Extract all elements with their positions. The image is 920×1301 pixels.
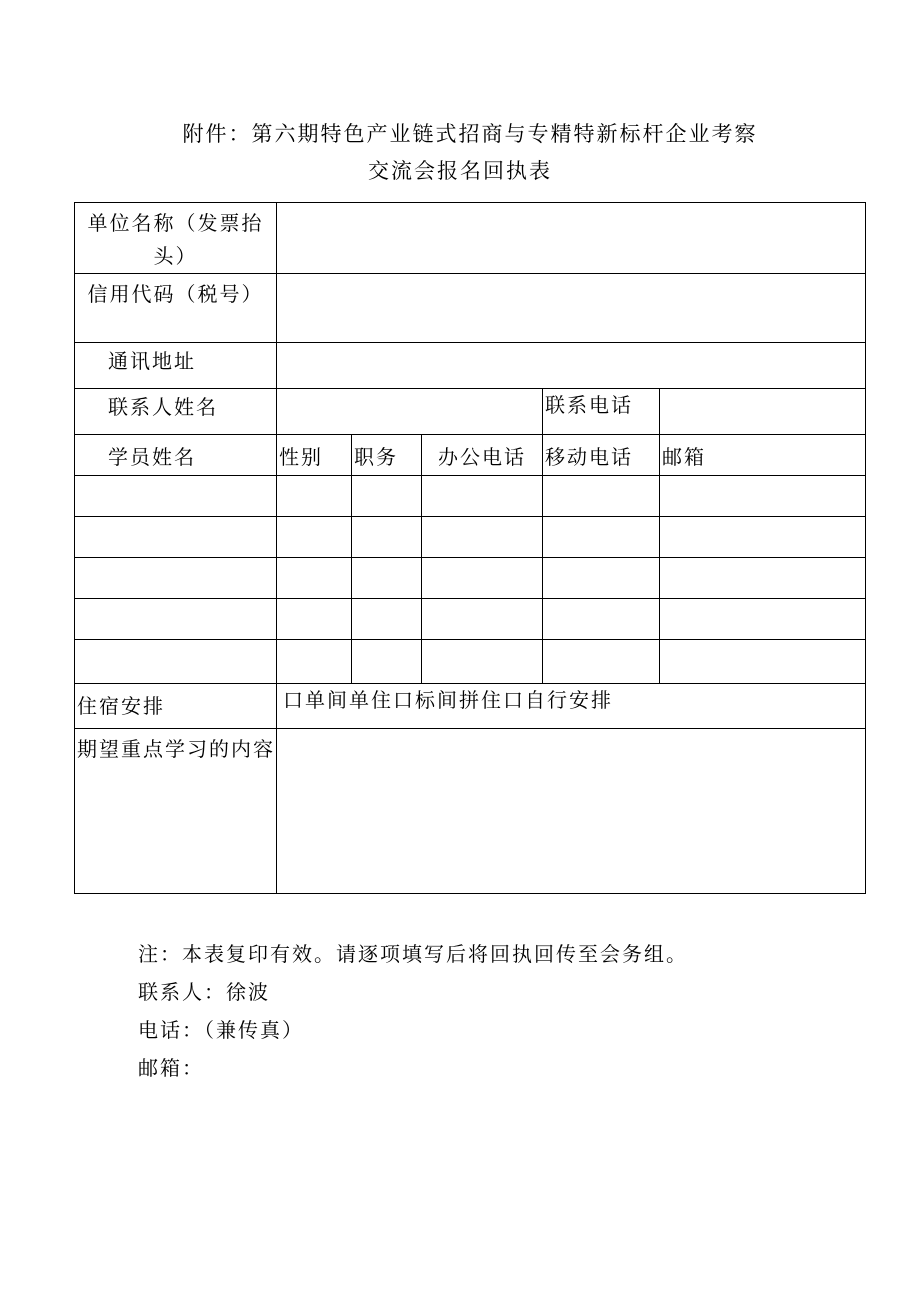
cell-email[interactable] [660, 476, 866, 517]
cell-gender[interactable] [277, 558, 352, 599]
trainee-row [75, 476, 866, 517]
cell-position[interactable] [352, 476, 422, 517]
address-field[interactable] [277, 343, 866, 389]
credit-code-row [75, 274, 866, 343]
cell-gender[interactable] [277, 640, 352, 684]
trainee-row [75, 640, 866, 684]
cell-trainee-name[interactable] [75, 640, 277, 684]
accommodation-label: 住宿安排 [75, 684, 277, 729]
trainee-row [75, 517, 866, 558]
contact-name-label: 联系人姓名 [75, 389, 277, 435]
learning-content-row [75, 729, 866, 894]
cell-trainee-name[interactable] [75, 599, 277, 640]
cell-position[interactable] [352, 640, 422, 684]
cell-trainee-name[interactable] [75, 476, 277, 517]
cell-office-phone[interactable] [422, 558, 543, 599]
col-gender: 性别 [277, 435, 352, 476]
credit-code-field[interactable] [277, 274, 866, 343]
contact-row [75, 389, 866, 435]
address-label: 通讯地址 [75, 343, 277, 389]
cell-gender[interactable] [277, 517, 352, 558]
credit-code-label: 信用代码（税号） [75, 274, 277, 343]
learning-content-label: 期望重点学习的内容 [75, 729, 277, 894]
cell-position[interactable] [352, 599, 422, 640]
cell-office-phone[interactable] [422, 599, 543, 640]
trainee-header-row [75, 435, 866, 476]
registration-form-table [74, 202, 866, 894]
cell-office-phone[interactable] [422, 640, 543, 684]
form-title-line2: 交流会报名回执表 [368, 159, 552, 183]
learning-content-field[interactable] [277, 729, 866, 894]
cell-office-phone[interactable] [422, 517, 543, 558]
col-mobile-phone: 移动电话 [543, 435, 660, 476]
address-row [75, 343, 866, 389]
trainee-row [75, 599, 866, 640]
col-office-phone: 办公电话 [422, 435, 543, 476]
cell-office-phone[interactable] [422, 476, 543, 517]
cell-position[interactable] [352, 517, 422, 558]
cell-email[interactable] [660, 599, 866, 640]
cell-trainee-name[interactable] [75, 558, 277, 599]
col-trainee-name: 学员姓名 [75, 435, 277, 476]
cell-position[interactable] [352, 558, 422, 599]
cell-mobile-phone[interactable] [543, 476, 660, 517]
accommodation-options[interactable]: 口单间单住口标间拼住口自行安排 [277, 684, 866, 729]
contact-name-field[interactable] [277, 389, 543, 435]
trainee-row [75, 558, 866, 599]
contact-phone-fax: 电话：（兼传真） [138, 1018, 304, 1042]
company-name-row [75, 203, 866, 274]
form-title-line1: 附件：第六期特色产业链式招商与专精特新标杆企业考察 [182, 122, 758, 146]
col-email: 邮箱 [660, 435, 866, 476]
cell-trainee-name[interactable] [75, 517, 277, 558]
copy-valid-note: 注：本表复印有效。请逐项填写后将回执回传至会务组。 [138, 942, 688, 966]
accommodation-row [75, 684, 866, 729]
contact-phone-label: 联系电话 [543, 389, 660, 435]
cell-gender[interactable] [277, 476, 352, 517]
col-position: 职务 [352, 435, 422, 476]
cell-gender[interactable] [277, 599, 352, 640]
cell-email[interactable] [660, 558, 866, 599]
company-name-label: 单位名称（发票抬头） [75, 203, 277, 274]
company-name-field[interactable] [277, 203, 866, 274]
cell-email[interactable] [660, 640, 866, 684]
cell-mobile-phone[interactable] [543, 517, 660, 558]
contact-email: 邮箱： [138, 1056, 204, 1080]
contact-phone-field[interactable] [660, 389, 866, 435]
cell-email[interactable] [660, 517, 866, 558]
cell-mobile-phone[interactable] [543, 640, 660, 684]
contact-person: 联系人：徐波 [138, 980, 270, 1004]
cell-mobile-phone[interactable] [543, 599, 660, 640]
cell-mobile-phone[interactable] [543, 558, 660, 599]
